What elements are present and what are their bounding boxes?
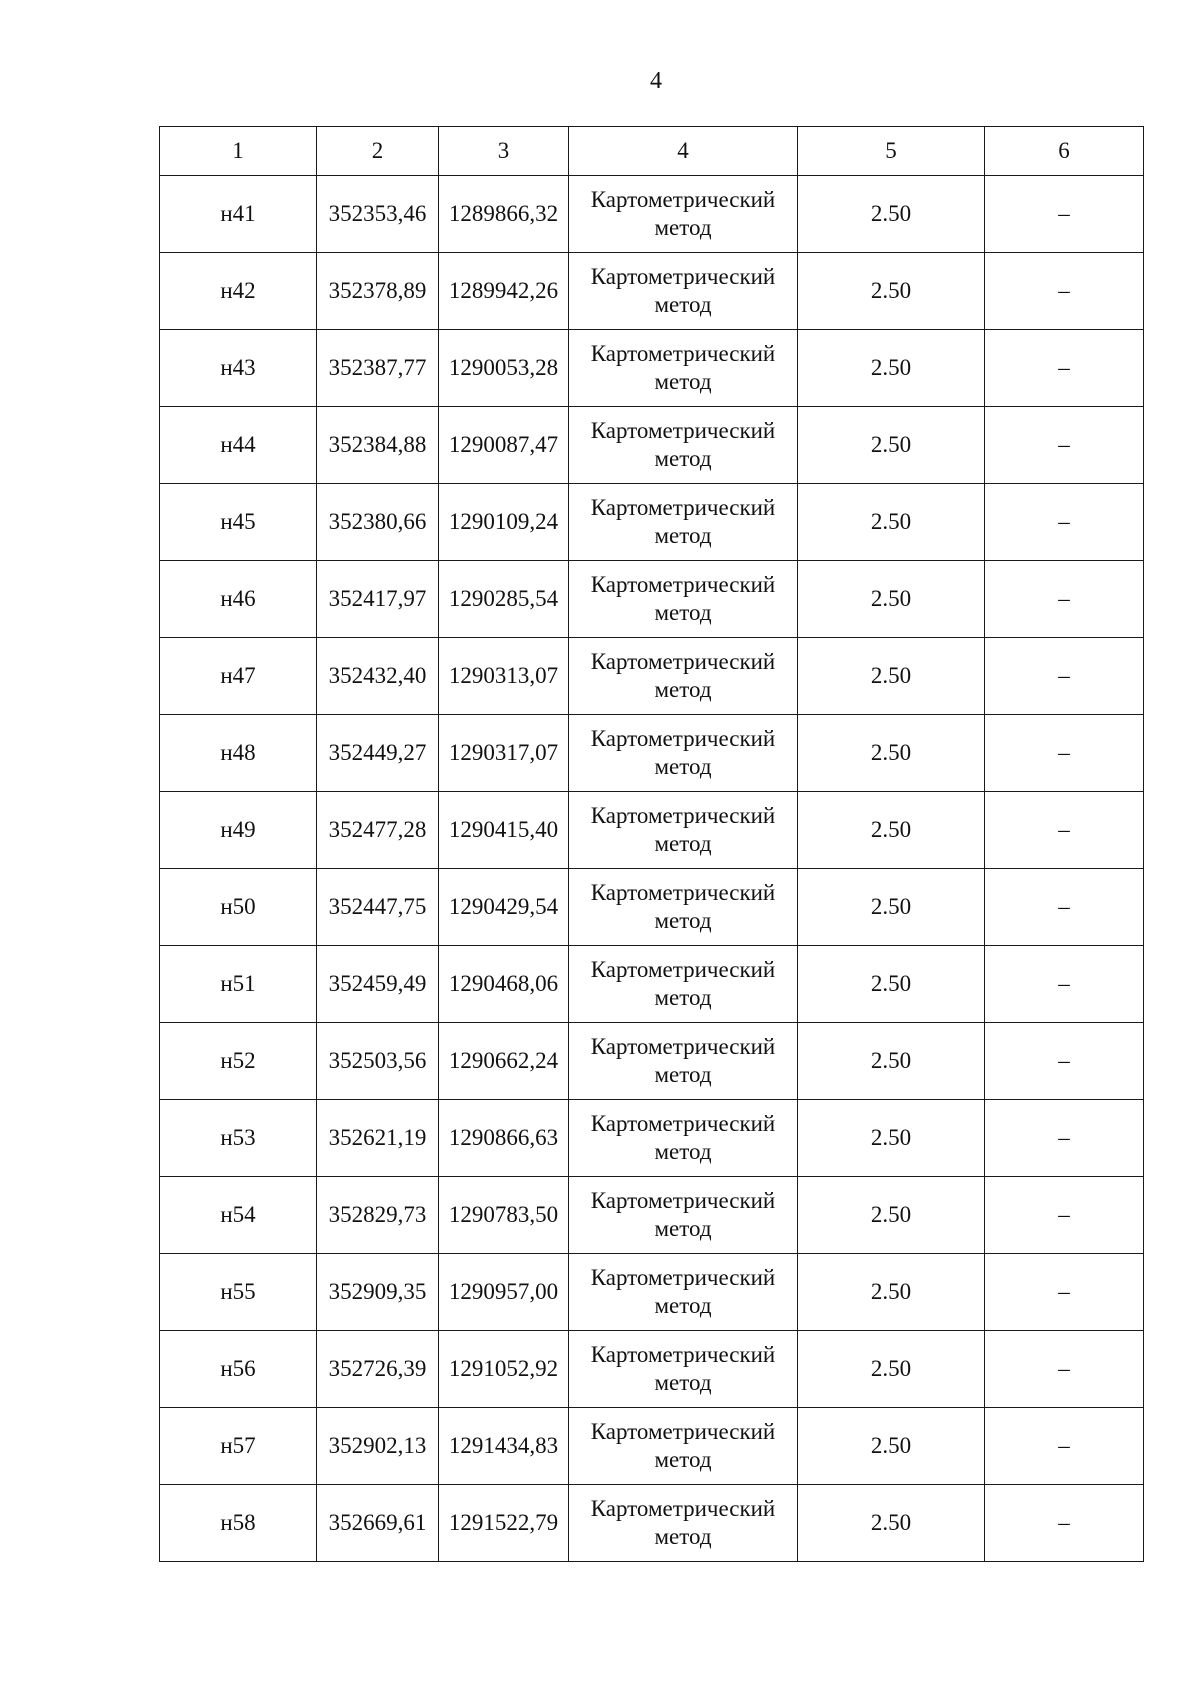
point-id-cell: н58 — [160, 1485, 317, 1562]
y-coordinate-cell: 1290468,06 — [439, 946, 569, 1023]
column-header: 1 — [160, 127, 317, 176]
table-row — [160, 330, 1144, 407]
y-coordinate-cell: 1290866,63 — [439, 1100, 569, 1177]
x-coordinate-cell: 352432,40 — [317, 638, 439, 715]
method-cell: Картометрический метод — [569, 407, 798, 484]
note-cell: – — [985, 715, 1144, 792]
x-coordinate-cell: 352909,35 — [317, 1254, 439, 1331]
point-id-cell: н44 — [160, 407, 317, 484]
y-coordinate-cell: 1290429,54 — [439, 869, 569, 946]
accuracy-cell: 2.50 — [798, 1100, 985, 1177]
note-cell: – — [985, 1177, 1144, 1254]
y-coordinate-cell: 1290317,07 — [439, 715, 569, 792]
table-row — [160, 715, 1144, 792]
accuracy-cell: 2.50 — [798, 407, 985, 484]
point-id-cell: н54 — [160, 1177, 317, 1254]
note-cell: – — [985, 176, 1144, 253]
x-coordinate-cell: 352387,77 — [317, 330, 439, 407]
accuracy-cell: 2.50 — [798, 1331, 985, 1408]
y-coordinate-cell: 1291052,92 — [439, 1331, 569, 1408]
accuracy-cell: 2.50 — [798, 1177, 985, 1254]
method-cell: Картометрический метод — [569, 253, 798, 330]
table-row — [160, 1485, 1144, 1562]
method-cell: Картометрический метод — [569, 561, 798, 638]
x-coordinate-cell: 352503,56 — [317, 1023, 439, 1100]
point-id-cell: н56 — [160, 1331, 317, 1408]
x-coordinate-cell: 352669,61 — [317, 1485, 439, 1562]
table-row — [160, 1331, 1144, 1408]
method-cell: Картометрический метод — [569, 715, 798, 792]
y-coordinate-cell: 1289866,32 — [439, 176, 569, 253]
method-cell: Картометрический метод — [569, 1408, 798, 1485]
note-cell: – — [985, 1408, 1144, 1485]
accuracy-cell: 2.50 — [798, 638, 985, 715]
page-number: 4 — [650, 68, 662, 94]
method-cell: Картометрический метод — [569, 869, 798, 946]
point-id-cell: н55 — [160, 1254, 317, 1331]
y-coordinate-cell: 1290783,50 — [439, 1177, 569, 1254]
column-header: 5 — [798, 127, 985, 176]
y-coordinate-cell: 1290957,00 — [439, 1254, 569, 1331]
note-cell: – — [985, 638, 1144, 715]
y-coordinate-cell: 1290109,24 — [439, 484, 569, 561]
accuracy-cell: 2.50 — [798, 1408, 985, 1485]
note-cell: – — [985, 407, 1144, 484]
point-id-cell: н49 — [160, 792, 317, 869]
method-cell: Картометрический метод — [569, 792, 798, 869]
table-header-row — [160, 127, 1144, 176]
point-id-cell: н50 — [160, 869, 317, 946]
x-coordinate-cell: 352353,46 — [317, 176, 439, 253]
table-row — [160, 1408, 1144, 1485]
point-id-cell: н42 — [160, 253, 317, 330]
y-coordinate-cell: 1291434,83 — [439, 1408, 569, 1485]
x-coordinate-cell: 352726,39 — [317, 1331, 439, 1408]
method-cell: Картометрический метод — [569, 1100, 798, 1177]
table-row — [160, 407, 1144, 484]
method-cell: Картометрический метод — [569, 1254, 798, 1331]
point-id-cell: н48 — [160, 715, 317, 792]
table-row — [160, 484, 1144, 561]
table-row — [160, 1254, 1144, 1331]
y-coordinate-cell: 1290087,47 — [439, 407, 569, 484]
method-cell: Картометрический метод — [569, 1177, 798, 1254]
method-cell: Картометрический метод — [569, 484, 798, 561]
method-cell: Картометрический метод — [569, 946, 798, 1023]
table-row — [160, 253, 1144, 330]
y-coordinate-cell: 1290313,07 — [439, 638, 569, 715]
accuracy-cell: 2.50 — [798, 715, 985, 792]
column-header: 6 — [985, 127, 1144, 176]
note-cell: – — [985, 1100, 1144, 1177]
note-cell: – — [985, 1485, 1144, 1562]
x-coordinate-cell: 352477,28 — [317, 792, 439, 869]
accuracy-cell: 2.50 — [798, 792, 985, 869]
point-id-cell: н52 — [160, 1023, 317, 1100]
method-cell: Картометрический метод — [569, 1485, 798, 1562]
x-coordinate-cell: 352449,27 — [317, 715, 439, 792]
method-cell: Картометрический метод — [569, 1331, 798, 1408]
table-row — [160, 1177, 1144, 1254]
table-row — [160, 946, 1144, 1023]
x-coordinate-cell: 352829,73 — [317, 1177, 439, 1254]
x-coordinate-cell: 352380,66 — [317, 484, 439, 561]
x-coordinate-cell: 352902,13 — [317, 1408, 439, 1485]
method-cell: Картометрический метод — [569, 330, 798, 407]
accuracy-cell: 2.50 — [798, 869, 985, 946]
note-cell: – — [985, 484, 1144, 561]
table-row — [160, 176, 1144, 253]
y-coordinate-cell: 1290285,54 — [439, 561, 569, 638]
note-cell: – — [985, 330, 1144, 407]
point-id-cell: н46 — [160, 561, 317, 638]
table-row — [160, 869, 1144, 946]
accuracy-cell: 2.50 — [798, 561, 985, 638]
table-row — [160, 561, 1144, 638]
x-coordinate-cell: 352384,88 — [317, 407, 439, 484]
column-header: 2 — [317, 127, 439, 176]
accuracy-cell: 2.50 — [798, 1023, 985, 1100]
accuracy-cell: 2.50 — [798, 253, 985, 330]
y-coordinate-cell: 1290415,40 — [439, 792, 569, 869]
x-coordinate-cell: 352417,97 — [317, 561, 439, 638]
table-row — [160, 1100, 1144, 1177]
accuracy-cell: 2.50 — [798, 484, 985, 561]
coordinates-table — [159, 126, 1144, 1562]
point-id-cell: н41 — [160, 176, 317, 253]
accuracy-cell: 2.50 — [798, 946, 985, 1023]
x-coordinate-cell: 352459,49 — [317, 946, 439, 1023]
x-coordinate-cell: 352378,89 — [317, 253, 439, 330]
column-header: 3 — [439, 127, 569, 176]
table-body — [160, 176, 1144, 1562]
method-cell: Картометрический метод — [569, 638, 798, 715]
x-coordinate-cell: 352621,19 — [317, 1100, 439, 1177]
point-id-cell: н53 — [160, 1100, 317, 1177]
note-cell: – — [985, 946, 1144, 1023]
accuracy-cell: 2.50 — [798, 1485, 985, 1562]
table-row — [160, 792, 1144, 869]
table-row — [160, 1023, 1144, 1100]
note-cell: – — [985, 253, 1144, 330]
y-coordinate-cell: 1290053,28 — [439, 330, 569, 407]
y-coordinate-cell: 1289942,26 — [439, 253, 569, 330]
point-id-cell: н51 — [160, 946, 317, 1023]
point-id-cell: н57 — [160, 1408, 317, 1485]
note-cell: – — [985, 1023, 1144, 1100]
column-header: 4 — [569, 127, 798, 176]
method-cell: Картометрический метод — [569, 1023, 798, 1100]
note-cell: – — [985, 1331, 1144, 1408]
note-cell: – — [985, 792, 1144, 869]
x-coordinate-cell: 352447,75 — [317, 869, 439, 946]
y-coordinate-cell: 1290662,24 — [439, 1023, 569, 1100]
point-id-cell: н47 — [160, 638, 317, 715]
note-cell: – — [985, 1254, 1144, 1331]
point-id-cell: н43 — [160, 330, 317, 407]
method-cell: Картометрический метод — [569, 176, 798, 253]
accuracy-cell: 2.50 — [798, 330, 985, 407]
table-row — [160, 638, 1144, 715]
accuracy-cell: 2.50 — [798, 1254, 985, 1331]
point-id-cell: н45 — [160, 484, 317, 561]
note-cell: – — [985, 869, 1144, 946]
y-coordinate-cell: 1291522,79 — [439, 1485, 569, 1562]
accuracy-cell: 2.50 — [798, 176, 985, 253]
note-cell: – — [985, 561, 1144, 638]
